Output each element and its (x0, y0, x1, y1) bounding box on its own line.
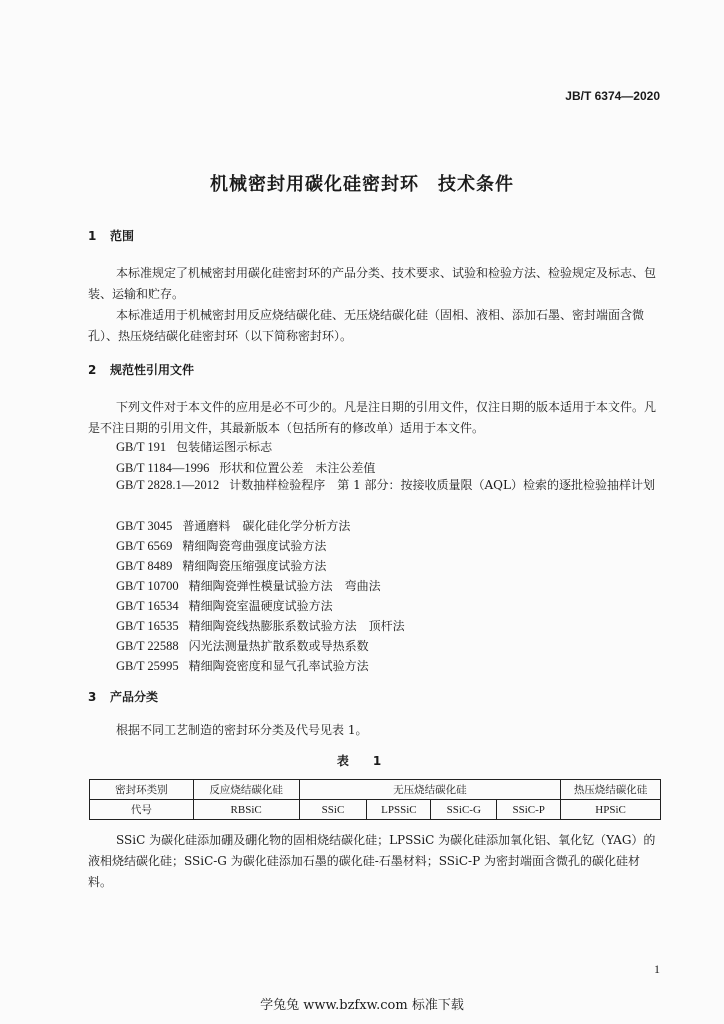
table-caption: 表 1 (336, 754, 388, 768)
reference-code: GB/T 8489 (116, 559, 173, 573)
table-header-cell: 无压烧结碳化硅 (299, 780, 561, 800)
reference-title: 普通磨料 碳化硅化学分析方法 (182, 519, 351, 533)
reference-title: 包装储运图示标志 (176, 440, 273, 454)
reference-item (116, 637, 369, 654)
standard-code: JB/T 6374—2020 (565, 89, 660, 103)
reference-item (116, 597, 333, 614)
reference-item (116, 517, 350, 534)
table-cell: HPSiC (561, 800, 661, 820)
document-title: 机械密封用碳化硅密封环 技术条件 (210, 174, 514, 195)
reference-item (116, 557, 326, 574)
reference-title: 闪光法测量热扩散系数或导热系数 (188, 639, 369, 653)
table-cell: SSiC-G (431, 800, 497, 820)
table-header-cell: 热压烧结碳化硅 (561, 780, 661, 800)
section-1-heading (88, 227, 134, 244)
reference-item (116, 537, 326, 554)
section-number: 1 (88, 229, 97, 243)
reference-code: GB/T 1184—1996 (116, 461, 210, 475)
classification-paragraph: 根据不同工艺制造的密封环分类及代号见表 1。 (116, 723, 368, 737)
reference-title: 精细陶瓷密度和显气孔率试验方法 (188, 659, 369, 673)
reference-code: GB/T 16534 (116, 599, 179, 613)
reference-title: 精细陶瓷弹性模量试验方法 弯曲法 (188, 579, 381, 593)
reference-code: GB/T 6569 (116, 539, 173, 553)
table-row (90, 800, 661, 820)
reference-code: GB/T 2828.1—2012 (116, 478, 220, 492)
reference-item (116, 577, 381, 594)
reference-code: GB/T 191 (116, 440, 167, 454)
classification-table (89, 779, 661, 820)
reference-code: GB/T 10700 (116, 579, 179, 593)
table-cell: SSiC (299, 800, 367, 820)
table-cell: LPSSiC (367, 800, 431, 820)
references-intro: 下列文件对于本文件的应用是必不可少的。凡是注日期的引用文件，仅注日期的版本适用于本文件。凡是不注日期的引用文件，其最新版本（包括所有的修改单）适用于本文件。 (88, 400, 657, 435)
reference-item (116, 459, 375, 476)
section-3-heading (88, 688, 158, 705)
table-cell: RBSiC (193, 800, 299, 820)
reference-item (116, 617, 405, 634)
reference-item (88, 475, 660, 496)
scope-paragraph-1: 本标准规定了机械密封用碳化硅密封环的产品分类、技术要求、试验和检验方法、检验规定及标志、包装、运输和贮存。 (88, 266, 657, 301)
section-2-heading (88, 361, 194, 378)
reference-title: 计数抽样检验程序 第 1 部分：按接收质量限（AQL）检索的逐批检验抽样计划 (229, 478, 655, 492)
reference-code: GB/T 25995 (116, 659, 179, 673)
section-number: 2 (88, 363, 97, 377)
table-cell: SSiC-P (497, 800, 561, 820)
reference-title: 精细陶瓷压缩强度试验方法 (182, 559, 327, 573)
reference-code: GB/T 16535 (116, 619, 179, 633)
section-number: 3 (88, 690, 97, 704)
reference-code: GB/T 22588 (116, 639, 179, 653)
page-number: 1 (654, 962, 660, 976)
section-title: 规范性引用文件 (110, 363, 195, 377)
section-title: 产品分类 (110, 690, 159, 704)
reference-title: 精细陶瓷室温硬度试验方法 (188, 599, 333, 613)
reference-item (116, 657, 369, 674)
reference-item (116, 438, 272, 455)
section-title: 范围 (110, 229, 135, 243)
scope-paragraph-2: 本标准适用于机械密封用反应烧结碳化硅、无压烧结碳化硅（固相、液相、添加石墨、密封端面含微孔）、热压烧结碳化硅密封环（以下简称密封环）。 (88, 308, 645, 343)
table-cell: 代号 (90, 800, 194, 820)
table-note: SSiC 为碳化硅添加硼及硼化物的固相烧结碳化硅；LPSSiC 为碳化硅添加氧化铝、氧化钇（YAG）的液相烧结碳化硅；SSiC-G 为碳化硅添加石墨的碳化硅-石墨材料；SSiC-P 为密封端面含微孔的碳化硅材料。 (88, 833, 656, 889)
footer-watermark: 学兔兔 www.bzfxw.com 标准下载 (260, 998, 464, 1013)
reference-title: 精细陶瓷弯曲强度试验方法 (182, 539, 327, 553)
table-header-cell: 反应烧结碳化硅 (193, 780, 299, 800)
reference-title: 精细陶瓷线热膨胀系数试验方法 顶杆法 (188, 619, 405, 633)
table-row (90, 780, 661, 800)
reference-title: 形状和位置公差 未注公差值 (219, 461, 376, 475)
table-header-cell: 密封环类别 (90, 780, 194, 800)
reference-code: GB/T 3045 (116, 519, 173, 533)
